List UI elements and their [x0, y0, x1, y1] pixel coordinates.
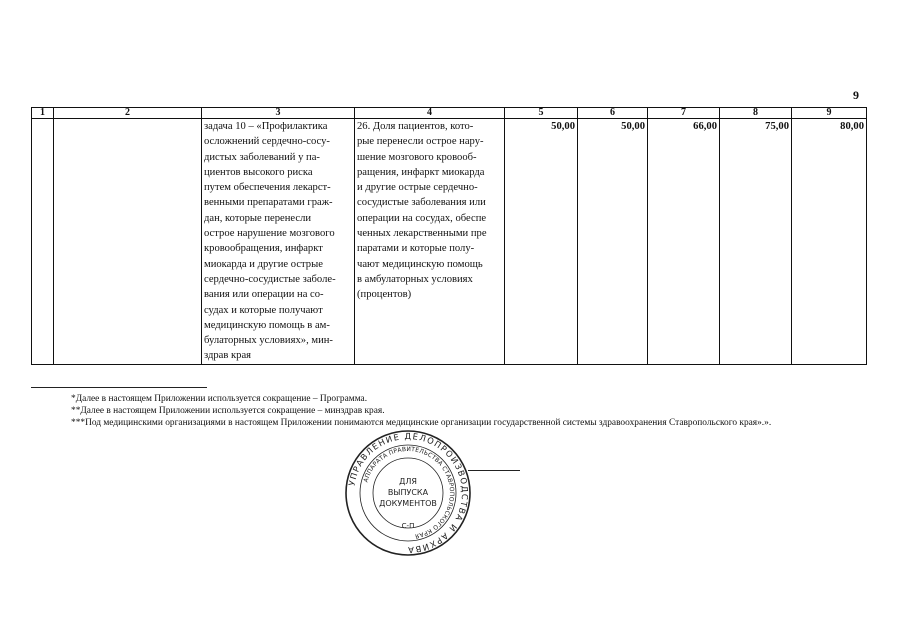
table-row [32, 119, 867, 365]
column-header: 3 [202, 108, 355, 119]
footnote: *Далее в настоящем Приложении используется сокращение – Программа. [71, 394, 368, 404]
cell-value: 75,00 [720, 119, 792, 365]
column-header: 2 [54, 108, 202, 119]
column-header: 9 [792, 108, 867, 119]
footnotes [31, 393, 866, 429]
cell-number [32, 119, 54, 365]
footnote: **Далее в настоящем Приложении используется сокращение – минздрав края. [71, 406, 385, 416]
stamp-outer-text: УПРАВЛЕНИЕ ДЕЛОПРОИЗВОДСТВА И АРХИВА [346, 430, 471, 556]
stamp-center-line: ДОКУМЕНТОВ [379, 499, 437, 508]
page-number: 9 [853, 88, 859, 102]
indicators-table [31, 107, 867, 365]
cell-value: 50,00 [505, 119, 578, 365]
table-header-row [32, 108, 867, 119]
stamp-center-line: ДЛЯ [399, 477, 417, 486]
footnote-divider [31, 387, 207, 388]
cell-value: 50,00 [578, 119, 648, 365]
cell-value: 66,00 [648, 119, 720, 365]
cell-indicator: 26. Доля пациентов, кото- рые перенесли острое нару- шение мозгового кровооб- ращения, инфаркт миокарда и другие острые сердечно- сосудистые заболевания или операции на сосудах, обеспе ченных лекарственными пре паратами и которые полу- чают медицинскую помощь в амбулаторных условиях (процентов) [355, 119, 505, 365]
cell-task: задача 10 – «Профилактика осложнений сердечно-сосу- дистых заболеваний у па- циентов высокого риска путем обеспечения лекарст- венными препаратами граж- дан, которые перенесли острое нарушение мозгового кровообращения, инфаркт миокарда и другие острые сердечно-сосудистые заболе- вания или операции на со- судах и которые получают медицинскую помощь в ам- булаторных условиях», мин- здрав края [202, 119, 355, 365]
cell-value: 80,00 [792, 119, 867, 365]
cell-name [54, 119, 202, 365]
stamp-inner-text: АППАРАТА ПРАВИТЕЛЬСТВА СТАВРОПОЛЬСКОГО КРАЯ [362, 445, 456, 540]
stamp-center-line: ВЫПУСКА [387, 488, 429, 497]
signature-line [468, 470, 520, 471]
column-header: 1 [32, 108, 54, 119]
column-header: 7 [648, 108, 720, 119]
column-header: 4 [355, 108, 505, 119]
footnote: ***Под медицинскими организациями в настоящем Приложении понимаются медицинские организации государственной системы здравоохранения Ставропольского края».». [71, 418, 772, 428]
column-header: 5 [505, 108, 578, 119]
column-header: 8 [720, 108, 792, 119]
stamp-bottom-mark: С-П [401, 522, 415, 530]
column-header: 6 [578, 108, 648, 119]
official-stamp [343, 428, 473, 558]
